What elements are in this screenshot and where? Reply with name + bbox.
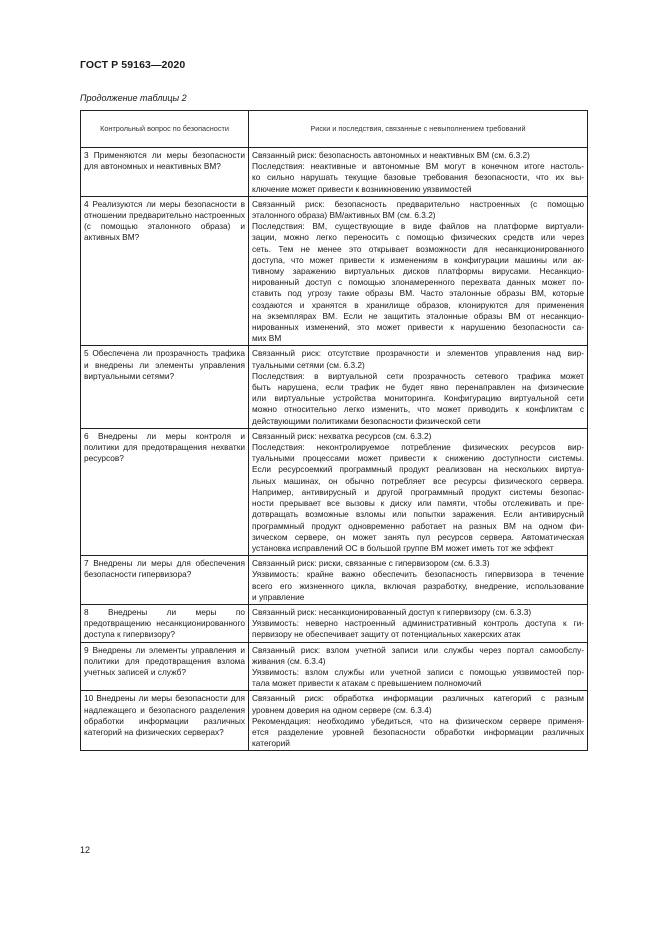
table-row	[81, 428, 588, 555]
risk-text-line: Связанный риск: безопасность предварительно настроенных (с помощью	[252, 198, 584, 209]
table-row	[81, 642, 588, 691]
control-question-cell: 8 Внедрены ли меры по предотвращению несанкционированного доступа к гипервизору?	[81, 604, 249, 642]
risk-text-line: мих ВМ	[252, 333, 282, 344]
risk-text-line: действующими политиками безопасности физической сети	[252, 415, 481, 426]
control-question-cell: 3 Применяются ли меры безопасности для автономных и неактивных ВМ?	[81, 148, 249, 197]
risk-text-line: нированный доступ с помощью злонамеренного перехвата данных может по-	[252, 277, 584, 288]
risk-text-line: Уязвимость: неверно настроенный административный контроль доступа к ги-	[252, 618, 584, 629]
risk-text-line: можно относительно легко изменить, что может приводить к конфликтам с	[252, 404, 584, 415]
table-row	[81, 148, 588, 197]
risk-text-line: Если ресурсоемкий программный продукт реализован на нескольких виртуа-	[252, 464, 584, 475]
control-question-cell: 9 Внедрены ли элементы управления и политики для предотвращения взлома учетных записей и служб?	[81, 642, 249, 691]
risk-text-line: Связанный риск: взлом учетной записи или службы через портал самообслу-	[252, 644, 584, 655]
risk-text-line: Связанный риск: безопасность автономных и неактивных ВМ (см. 6.3.2)	[252, 150, 530, 160]
risk-consequence-cell	[249, 346, 588, 428]
control-question-cell: 7 Внедрены ли меры для обеспечения безопасности гипервизора?	[81, 556, 249, 605]
control-question-cell: 6 Внедрены ли меры контроля и политики для предотвращения нехватки ресурсов?	[81, 428, 249, 555]
table-row	[81, 196, 588, 346]
standard-designation: ГОСТ Р 59163—2020	[80, 59, 186, 71]
risk-consequence-cell	[249, 642, 588, 691]
risk-text-line: эталонного образа) ВМ/активных ВМ (см. 6.3.2)	[252, 210, 436, 221]
risk-text-line: установка исправлений ОС в большой группе ВМ может иметь тот же эффект	[252, 542, 554, 553]
risk-text-line: уровнем доверия на одном сервере (см. 6.3.4)	[252, 704, 432, 715]
table-row	[81, 691, 588, 751]
risk-text-line: Например, антивирусный и другой программный продукт системы безопас-	[252, 486, 584, 497]
risk-text-line: Связанный риск: риски, связанные с гипервизором (см. 6.3.3)	[252, 558, 490, 569]
risk-text-line: Связанный риск: обработка информации различных категорий с разным	[252, 693, 584, 704]
risk-text-line: тивному заражению виртуальных дисков платформы вирусами. Несанкцио-	[252, 266, 584, 277]
risk-text-line: зическом сервере, он может занять пул ресурсов сервера. Автоматическая	[252, 531, 584, 542]
risk-text-line: ется разделение уровней безопасности обработки информации различных	[252, 726, 584, 737]
risk-text-line: ко сильно нарушать текущие базовые требования безопасности, что их вы-	[252, 172, 584, 183]
risk-text-line: ставить под угрозу такие образы ВМ. Часто эталонные образы ВМ, которые	[252, 288, 584, 299]
risk-text-line: категорий	[252, 738, 290, 749]
control-question-cell: 4 Реализуются ли меры безопасности в отношении предварительно настроенных (с помощью эталонного образа) и активных ВМ?	[81, 196, 249, 346]
column-header-risks: Риски и последствия, связанные с невыполнением требований	[249, 111, 588, 148]
table-row	[81, 556, 588, 605]
risk-text-line: Последствия: в виртуальной сети прозрачность сетевого трафика может	[252, 370, 584, 381]
risk-text-line: льных машинах, он обычно потребляет все ресурсы физического сервера.	[252, 475, 584, 486]
risk-text-line: туальными процессами может привести к снижению доступности системы.	[252, 453, 584, 464]
risk-text-line: Последствия: ВМ, существующие в виде файлов на платформе виртуали-	[252, 221, 584, 232]
table-row	[81, 346, 588, 428]
risk-text-line: Последствия: неконтролируемое потребление физических ресурсов вир-	[252, 442, 584, 453]
risk-consequence-cell	[249, 556, 588, 605]
risk-consequence-cell	[249, 691, 588, 751]
risk-consequence-cell	[249, 428, 588, 555]
risk-text-line: нированных изменений, это может привести к нарушению безопасности са-	[252, 322, 584, 333]
security-questions-table	[80, 110, 588, 751]
table-row	[81, 604, 588, 642]
risk-text-line: доступа, что может привести к изменениям в конфигурации машины или ак-	[252, 254, 584, 265]
risk-text-line: Уязвимость: взлом службы или учетной записи с помощью уязвимостей пор-	[252, 666, 584, 677]
risk-text-line: и управление	[252, 591, 305, 602]
risk-text-line: Связанный риск: отсутствие прозрачности и элементов управления над вир-	[252, 348, 584, 359]
risk-text-line: Уязвимость: крайне важно обеспечить безопасность гипервизора в течение	[252, 569, 584, 580]
risk-text-line: или виртуальные устройства мониторинга. Конфигурацию виртуальной сети	[252, 393, 584, 404]
risk-text-line: создаются и хранятся в хранилище образов, клонируются для применения	[252, 299, 584, 310]
control-question-cell: 10 Внедрены ли меры безопасности для надлежащего и безопасного разделения обработки информации различных категорий на физических серверах?	[81, 691, 249, 751]
control-question-cell: 5 Обеспечена ли прозрачность трафика и внедрены ли элементы управления виртуальными сетями?	[81, 346, 249, 428]
risk-text-line: тала может привести к атакам с превышением полномочий	[252, 678, 482, 689]
risk-text-line: Связанный риск: несанкционированный доступ к гипервизору (см. 6.3.3)	[252, 606, 532, 617]
risk-text-line: дотвращать возможные взломы или попытки заражения. Если антивирусный	[252, 509, 584, 520]
table-header-row	[81, 111, 588, 148]
risk-text-line: на экземплярах ВМ. Если не защитить эталонные образы ВМ от несанкцио-	[252, 310, 584, 321]
risk-consequence-cell	[249, 148, 588, 197]
risk-consequence-cell	[249, 196, 588, 346]
risk-text-line: Последствия: неактивные и автономные ВМ могут в конечном итоге настоль-	[252, 161, 584, 172]
page-number: 12	[80, 845, 91, 855]
risk-text-line: всего его жизненного цикла, включая разработку, внедрение, использование	[252, 580, 584, 591]
risk-text-line: ности прерывает все вызовы к диску или памяти, чтобы отслеживать и пре-	[252, 498, 584, 509]
risk-text-line: Рекомендация: необходимо убедиться, что на физическом сервере применя-	[252, 715, 584, 726]
risk-text-line: быть нарушена, если трафик не будет явно перенаправлен на физические	[252, 382, 584, 393]
risk-text-line: туальными сетями (см. 6.3.2)	[252, 359, 365, 370]
risk-text-line: сеть. Тем не менее это открывает возможности для несанкционированного	[252, 243, 584, 254]
risk-consequence-cell	[249, 604, 588, 642]
risk-text-line: зации, можно легко переносить с помощью физических средств или через	[252, 232, 584, 243]
risk-text-line: живания (см. 6.3.4)	[252, 655, 326, 666]
risk-text-line: программный продукт одновременно работает на разных ВМ на одном фи-	[252, 520, 584, 531]
risk-text-line: первизору не обеспечивает защиту от потенциальных хакерских атак	[252, 629, 521, 640]
risk-text-line: ключение может привести к возникновению уязвимостей	[252, 183, 472, 194]
column-header-question: Контрольный вопрос по безопасности	[81, 111, 249, 148]
table-continuation-caption: Продолжение таблицы 2	[80, 93, 187, 103]
risk-text-line: Связанный риск: нехватка ресурсов (см. 6.3.2)	[252, 430, 432, 441]
